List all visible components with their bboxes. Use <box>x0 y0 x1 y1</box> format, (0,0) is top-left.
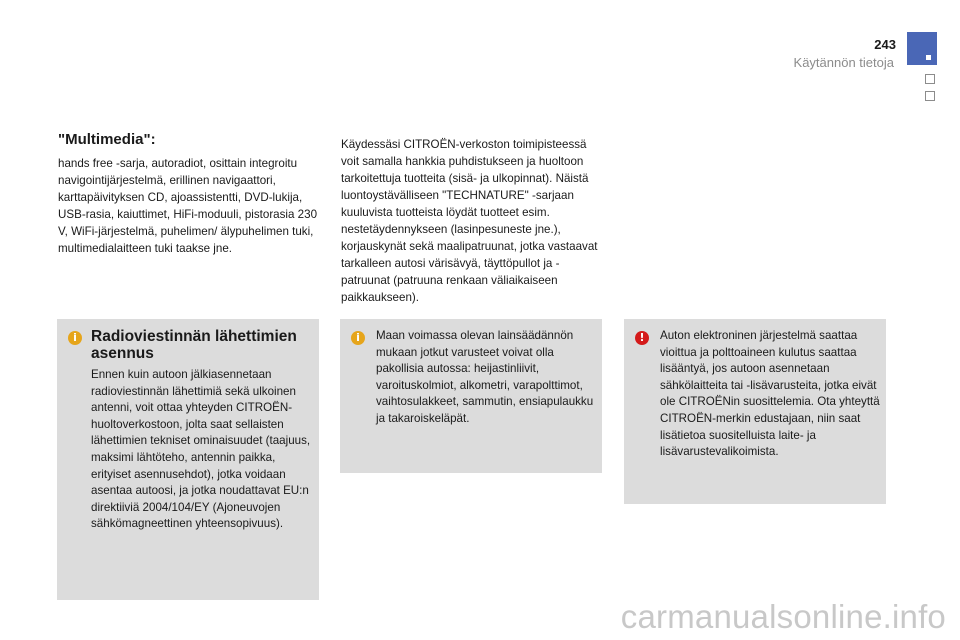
note-title: Radioviestinnän lähettimien asennus <box>91 328 297 362</box>
multimedia-text: hands free -sarja, autoradiot, osittain integroitu navigointijärjestelmä, erillinen navigaattori, karttapäivityksen CD, ajoassistentti, DVD-lukija, USB-rasia, kaiuttimet, HiFi-moduuli, pistorasia 230 V, WiFi-järjestelmä, puhelimen/ älypuhelimen tuki, multimedialaitteen tuki taakse jne. <box>58 157 318 255</box>
note-text: Maan voimassa olevan lainsäädännön mukaan jotkut varusteet voivat olla pakollisia autossa: heijastinliivit, varoituskolmiot, alkometri, varapolttimot, vaihtosulakkeet, sammutin, ensiapulaukku ja takaroiskeläpät. <box>376 329 594 425</box>
chapter-tab-marker <box>907 32 937 65</box>
watermark: carmanualsonline.info <box>620 598 946 635</box>
info-icon: i <box>68 331 82 345</box>
citroen-products-text: Käydessäsi CITROËN-verkoston toimipisteessä voit samalla hankkia puhdistukseen ja huoltoon tarkoitettuja tuotteita (sisä- ja ulkopinnat). Näistä luontoystävälliseen "TECHNATURE" -sarjaan kuuluvista tuotteista löydät tuotteet esim. nestetäydennykseen (lasinpesuneste jne.), korjauskynät sekä maalipatruunat, jotka vastaavat tarkalleen autosi värisävyä, täyttöpullot ja -patruunat (patruuna renkaan väliaikaiseen paikkaukseen). <box>341 138 598 304</box>
page-marker-square <box>925 74 935 84</box>
marker-dot <box>926 55 931 60</box>
page-number: 243 <box>874 37 896 52</box>
note-text: Ennen kuin autoon jälkiasennetaan radioviestinnän lähettimiä sekä ulkoinen antenni, voit ottaa yhteyden CITROËN-huoltoverkostoon, jolta saat sellaisten lähettimien tekniset ominaisuudet (taajuus, maksimi lähtöteho, antennin paikka, erityiset asennusehdot), jotka voidaan asentaa autoosi, ja jotka noudattavat EU:n direktiiviä 2004/104/EY (Ajoneuvojen sähkömagneettinen yhteensopivuus). <box>91 368 311 531</box>
warning-text: Auton elektroninen järjestelmä saattaa vioittua ja polttoaineen kulutus saattaa lisääntyä, jos autoon asennetaan sähkölaitteita tai -lisävarusteita, jotka eivät ole CITROËNin suosittelemia. Ota yhteyttä CITROËN-merkin edustajaan, niin saat lisätietoa suositelluista laite- ja lisävarustevalikoimista. <box>660 329 880 459</box>
multimedia-heading: "Multimedia": <box>58 131 156 148</box>
chapter-title: Käytännön tietoja <box>793 55 894 70</box>
mandatory-equipment-note <box>340 319 602 473</box>
page-marker-square <box>925 91 935 101</box>
radio-transmitter-note <box>57 319 319 600</box>
warning-icon: ! <box>635 331 649 345</box>
info-icon: i <box>351 331 365 345</box>
electrical-accessories-warning <box>624 319 886 504</box>
